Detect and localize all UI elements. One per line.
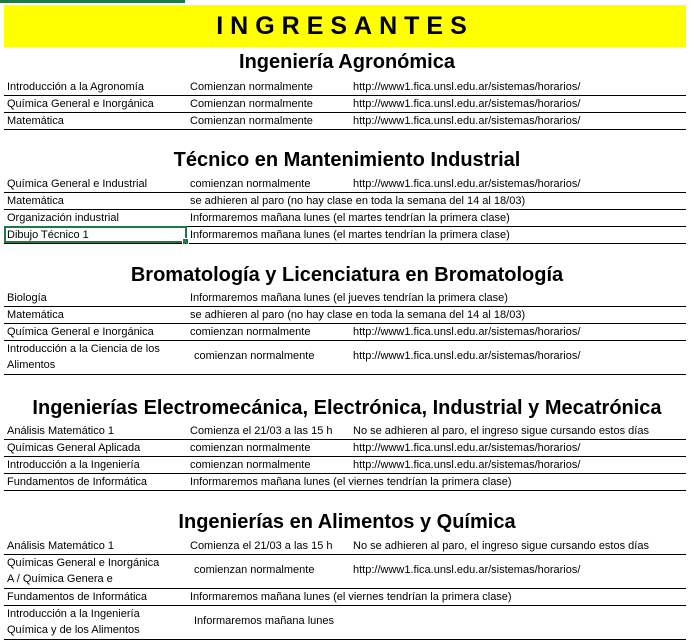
title-banner bbox=[4, 5, 686, 47]
status-cell[interactable]: Comienzan normalmente bbox=[190, 81, 313, 93]
subject-cell[interactable]: Biología bbox=[7, 292, 47, 304]
status-cell[interactable]: Informaremos mañana lunes bbox=[194, 615, 335, 627]
table-row bbox=[4, 555, 686, 589]
status-cell[interactable]: se adhieren al paro (no hay clase en toda la semana del 14 al 18/03) bbox=[190, 309, 526, 321]
table-row bbox=[4, 324, 686, 341]
status-cell[interactable]: comienzan normalmente bbox=[190, 459, 311, 471]
status-cell[interactable]: se adhieren al paro (no hay clase en toda la semana del 14 al 18/03) bbox=[190, 195, 526, 207]
active-cell-selection[interactable] bbox=[4, 226, 187, 243]
section-heading: Ingenierías en Alimentos y Química bbox=[178, 511, 516, 533]
table-row bbox=[4, 474, 686, 491]
status-cell[interactable]: comienzan normalmente bbox=[194, 350, 315, 362]
subject-cell[interactable]: Matemática bbox=[7, 309, 64, 321]
status-cell[interactable]: Comienzan normalmente bbox=[190, 115, 313, 127]
info-cell[interactable]: http://www1.fica.unsl.edu.ar/sistemas/horarios/ bbox=[353, 350, 581, 362]
info-cell[interactable]: No se adhieren al paro, el ingreso sigue cursando estos días bbox=[353, 425, 649, 437]
status-cell[interactable]: comienzan normalmente bbox=[194, 564, 315, 576]
subject-cell[interactable]: Química General e Inorgánica bbox=[7, 98, 154, 110]
section-heading: Ingeniería Agronómica bbox=[239, 51, 455, 73]
table-row bbox=[4, 79, 686, 96]
info-cell[interactable]: http://www1.fica.unsl.edu.ar/sistemas/horarios/ bbox=[353, 98, 581, 110]
status-cell[interactable]: Informaremos mañana lunes (el martes tendrían la primera clase) bbox=[190, 229, 510, 241]
subject-cell[interactable]: Fundamentos de Informática bbox=[7, 476, 148, 488]
status-cell[interactable]: comienzan normalmente bbox=[190, 178, 311, 190]
subject-cell[interactable]: Químicas General Aplicada bbox=[7, 442, 141, 454]
status-cell[interactable]: Informaremos mañana lunes (el martes tendrían la primera clase) bbox=[190, 212, 510, 224]
status-cell[interactable]: Informaremos mañana lunes (el viernes tendrían la primera clase) bbox=[190, 591, 512, 603]
subject-cell[interactable]: Químicas General e Inorgánica A / Química Genera e bbox=[7, 557, 160, 585]
subject-cell[interactable]: Introducción a la Ingeniería Química y de los Alimentos bbox=[7, 608, 140, 636]
subject-cell[interactable]: Análisis Matemático 1 bbox=[7, 540, 114, 552]
status-cell[interactable]: Comienzan normalmente bbox=[190, 98, 313, 110]
info-cell[interactable]: No se adhieren al paro, el ingreso sigue cursando estos días bbox=[353, 540, 649, 552]
subject-cell[interactable]: Introducción a la Ciencia de los Alimentos bbox=[7, 343, 160, 371]
subject-cell[interactable]: Química General e Inorgánica bbox=[7, 326, 154, 338]
table-row bbox=[4, 290, 686, 307]
table-row bbox=[4, 210, 686, 227]
subject-cell[interactable]: Introducción a la Agronomía bbox=[7, 81, 144, 93]
section-heading: Ingenierías Electromecánica, Electrónica, Industrial y Mecatrónica bbox=[32, 397, 662, 419]
top-divider bbox=[0, 0, 694, 4]
info-cell[interactable]: http://www1.fica.unsl.edu.ar/sistemas/horarios/ bbox=[353, 178, 581, 190]
table-row bbox=[4, 96, 686, 113]
table-row bbox=[4, 440, 686, 457]
section-heading: Bromatología y Licenciatura en Bromatología bbox=[130, 264, 564, 286]
info-cell[interactable]: http://www1.fica.unsl.edu.ar/sistemas/horarios/ bbox=[353, 459, 581, 471]
table-row bbox=[4, 113, 686, 130]
table-row bbox=[4, 176, 686, 193]
table-row bbox=[4, 307, 686, 324]
status-cell[interactable]: Comienza el 21/03 a las 15 h bbox=[190, 425, 333, 437]
subject-cell[interactable]: Dibujo Técnico 1 bbox=[7, 229, 89, 241]
info-cell[interactable]: http://www1.fica.unsl.edu.ar/sistemas/horarios/ bbox=[353, 564, 581, 576]
column-selection-indicator bbox=[0, 0, 185, 3]
subject-cell[interactable]: Fundamentos de Informática bbox=[7, 591, 148, 603]
table-row bbox=[4, 193, 686, 210]
table-row bbox=[4, 341, 686, 375]
section-heading: Técnico en Mantenimiento Industrial bbox=[173, 149, 521, 171]
table-row bbox=[4, 457, 686, 474]
table-row bbox=[4, 538, 686, 555]
subject-cell[interactable]: Matemática bbox=[7, 115, 64, 127]
subject-cell[interactable]: Química General e Industrial bbox=[7, 178, 148, 190]
info-cell[interactable]: http://www1.fica.unsl.edu.ar/sistemas/horarios/ bbox=[353, 442, 581, 454]
subject-cell[interactable]: Análisis Matemático 1 bbox=[7, 425, 114, 437]
fill-handle[interactable] bbox=[182, 238, 189, 245]
info-cell[interactable]: http://www1.fica.unsl.edu.ar/sistemas/horarios/ bbox=[353, 115, 581, 127]
table-row bbox=[4, 589, 686, 606]
subject-cell[interactable]: Matemática bbox=[7, 195, 64, 207]
table-row bbox=[4, 606, 686, 640]
table-row bbox=[4, 423, 686, 440]
subject-cell[interactable]: Introducción a la Ingeniería bbox=[7, 459, 140, 471]
status-cell[interactable]: Informaremos mañana lunes (el jueves tendrían la primera clase) bbox=[190, 292, 508, 304]
subject-cell[interactable]: Organización industrial bbox=[7, 212, 119, 224]
status-cell[interactable]: comienzan normalmente bbox=[190, 442, 311, 454]
status-cell[interactable]: Informaremos mañana lunes (el viernes tendrían la primera clase) bbox=[190, 476, 512, 488]
info-cell[interactable]: http://www1.fica.unsl.edu.ar/sistemas/horarios/ bbox=[353, 326, 581, 338]
page-title: INGRESANTES bbox=[216, 11, 474, 40]
status-cell[interactable]: Comienza el 21/03 a las 15 h bbox=[190, 540, 333, 552]
info-cell[interactable]: http://www1.fica.unsl.edu.ar/sistemas/horarios/ bbox=[353, 81, 581, 93]
status-cell[interactable]: comienzan normalmente bbox=[190, 326, 311, 338]
